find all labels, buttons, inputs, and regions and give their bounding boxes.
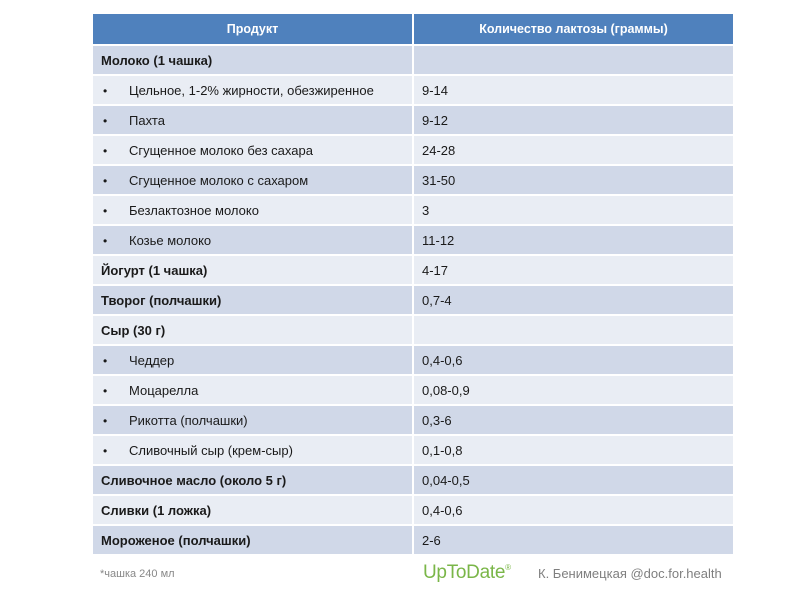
lactose-amount-cell: 4-17 bbox=[413, 255, 733, 285]
product-cell bbox=[93, 465, 413, 495]
table-row bbox=[93, 285, 733, 315]
bullet-icon: • bbox=[103, 113, 108, 128]
bullet-icon: • bbox=[103, 143, 108, 158]
product-label: Сливки (1 ложка) bbox=[101, 502, 212, 518]
product-label: Чеддер bbox=[129, 352, 175, 368]
table-header-row bbox=[93, 14, 733, 45]
table-row bbox=[93, 75, 733, 105]
product-label: Сгущенное молоко с сахаром bbox=[129, 172, 309, 188]
product-cell bbox=[93, 315, 413, 345]
lactose-amount-cell: 3 bbox=[413, 195, 733, 225]
table-row bbox=[93, 315, 733, 345]
author-credit: К. Бенимецкая @doc.for.health bbox=[538, 566, 722, 581]
table-row bbox=[93, 525, 733, 554]
product-cell bbox=[93, 165, 413, 195]
footnote: *чашка 240 мл bbox=[100, 568, 175, 580]
lactose-amount-cell bbox=[413, 315, 733, 345]
product-cell bbox=[93, 285, 413, 315]
product-cell bbox=[93, 405, 413, 435]
product-cell bbox=[93, 375, 413, 405]
table-row bbox=[93, 405, 733, 435]
bullet-icon: • bbox=[103, 233, 108, 248]
product-label: Сгущенное молоко без сахара bbox=[129, 142, 313, 158]
product-label: Козье молоко bbox=[129, 232, 212, 248]
lactose-amount-cell: 31-50 bbox=[413, 165, 733, 195]
lactose-amount-cell: 0,7-4 bbox=[413, 285, 733, 315]
lactose-amount-cell: 11-12 bbox=[413, 225, 733, 255]
product-cell bbox=[93, 525, 413, 554]
lactose-amount-cell: 0,04-0,5 bbox=[413, 465, 733, 495]
product-cell bbox=[93, 345, 413, 375]
product-cell bbox=[93, 75, 413, 105]
lactose-table bbox=[93, 14, 733, 554]
bullet-icon: • bbox=[103, 83, 108, 98]
product-label: Мороженое (полчашки) bbox=[101, 532, 251, 548]
table-row bbox=[93, 225, 733, 255]
bullet-icon: • bbox=[103, 173, 108, 188]
lactose-amount-cell: 0,4-0,6 bbox=[413, 345, 733, 375]
bullet-icon: • bbox=[103, 413, 108, 428]
product-label: Рикотта (полчашки) bbox=[129, 412, 248, 428]
table-body bbox=[93, 45, 733, 554]
table-row bbox=[93, 45, 733, 75]
lactose-amount-cell: 0,3-6 bbox=[413, 405, 733, 435]
lactose-amount-cell: 0,1-0,8 bbox=[413, 435, 733, 465]
product-label: Йогурт (1 чашка) bbox=[101, 262, 208, 278]
product-label: Сливочный сыр (крем-сыр) bbox=[129, 442, 293, 458]
table-row bbox=[93, 435, 733, 465]
table-row bbox=[93, 465, 733, 495]
product-label: Цельное, 1-2% жирности, обезжиренное bbox=[129, 82, 374, 98]
lactose-amount-cell: 9-14 bbox=[413, 75, 733, 105]
lactose-amount-cell: 2-6 bbox=[413, 525, 733, 554]
table-row bbox=[93, 135, 733, 165]
product-label: Творог (полчашки) bbox=[101, 292, 222, 308]
product-cell bbox=[93, 195, 413, 225]
lactose-amount-cell: 9-12 bbox=[413, 105, 733, 135]
product-cell bbox=[93, 435, 413, 465]
bullet-icon: • bbox=[103, 353, 108, 368]
table-row bbox=[93, 495, 733, 525]
product-cell bbox=[93, 495, 413, 525]
bullet-icon: • bbox=[103, 203, 108, 218]
product-label: Пахта bbox=[129, 112, 165, 128]
product-cell bbox=[93, 225, 413, 255]
table-row bbox=[93, 195, 733, 225]
lactose-amount-cell bbox=[413, 45, 733, 75]
table-row bbox=[93, 375, 733, 405]
column-header-product: Продукт bbox=[93, 14, 413, 45]
product-label: Безлактозное молоко bbox=[129, 202, 259, 218]
table-row bbox=[93, 255, 733, 285]
table-row bbox=[93, 345, 733, 375]
bullet-icon: • bbox=[103, 383, 108, 398]
bullet-icon: • bbox=[103, 443, 108, 458]
product-label: Сливочное масло (около 5 г) bbox=[101, 472, 287, 488]
product-cell bbox=[93, 105, 413, 135]
product-cell bbox=[93, 45, 413, 75]
lactose-amount-cell: 0,08-0,9 bbox=[413, 375, 733, 405]
product-label: Сыр (30 г) bbox=[101, 322, 166, 338]
product-label: Молоко (1 чашка) bbox=[101, 52, 213, 68]
logo-text: UpToDate bbox=[423, 562, 506, 583]
product-cell bbox=[93, 255, 413, 285]
uptodate-logo bbox=[423, 562, 511, 584]
table-row bbox=[93, 105, 733, 135]
product-cell bbox=[93, 135, 413, 165]
registered-mark: ® bbox=[505, 563, 511, 572]
column-header-lactose-amount: Количество лактозы (граммы) bbox=[413, 14, 733, 45]
table-row bbox=[93, 165, 733, 195]
lactose-amount-cell: 0,4-0,6 bbox=[413, 495, 733, 525]
product-label: Моцарелла bbox=[129, 382, 199, 398]
lactose-amount-cell: 24-28 bbox=[413, 135, 733, 165]
